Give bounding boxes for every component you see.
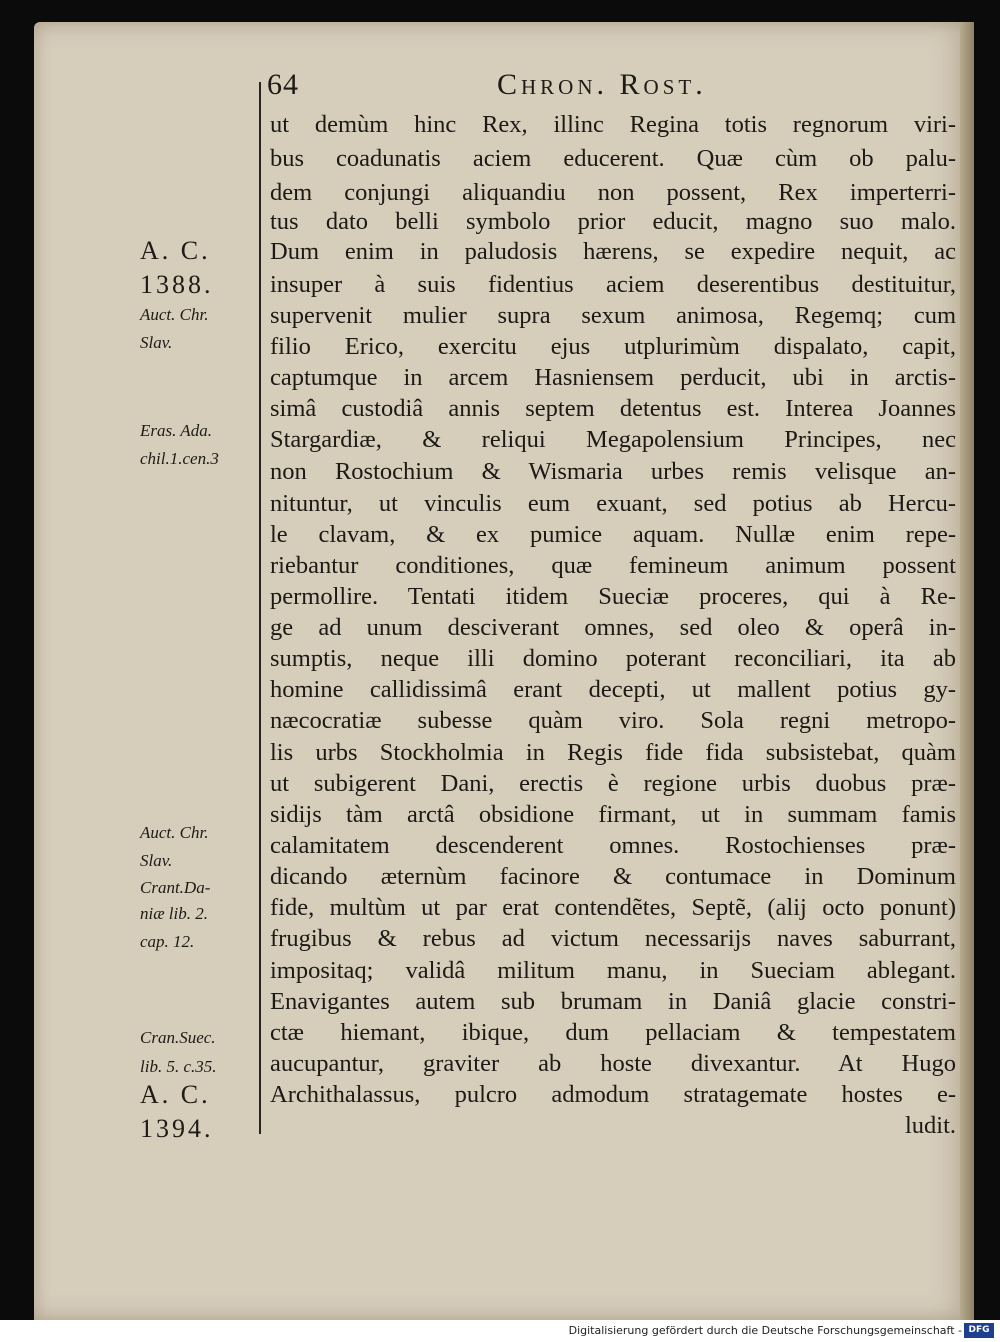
- text-line: homine callidissimâ erant decepti, ut mallent potius gy-: [270, 676, 956, 703]
- page-header: [267, 68, 967, 108]
- text-line: ctæ hiemant, ibique, dum pellaciam & tempestatem: [270, 1019, 956, 1046]
- text-line: dicando æternùm facinore & contumace in Dominum: [270, 863, 956, 890]
- text-line: næcocratiæ subesse quàm viro. Sola regni metropo-: [270, 707, 956, 734]
- text-line: ut demùm hinc Rex, illinc Regina totis regnorum viri-: [270, 111, 956, 138]
- text-line: calamitatem descenderent omnes. Rostochienses præ-: [270, 832, 956, 859]
- margin-note: Cran.Suec.: [140, 1028, 216, 1047]
- text-line: captumque in arcem Hasniensem perducit, ubi in arctis-: [270, 364, 956, 391]
- running-title: Chron. Rost.: [497, 68, 707, 101]
- text-line: sidijs tàm arctâ obsidione firmant, ut in summam famis: [270, 801, 956, 828]
- text-line: nituntur, ut vinculis eum exuant, sed potius ab Hercu-: [270, 490, 956, 517]
- margin-note: Crant.Da-: [140, 878, 211, 897]
- text-line: supervenit mulier supra sexum animosa, Regemq; cum: [270, 302, 956, 329]
- text-line: bus coadunatis aciem educerent. Quæ cùm ob palu-: [270, 145, 956, 172]
- text-line: frugibus & rebus ad victum necessarijs naves saburrant,: [270, 925, 956, 952]
- margin-note: lib. 5. c.35.: [140, 1057, 217, 1076]
- dfg-logo: DFG: [964, 1323, 994, 1338]
- margin-note: Slav.: [140, 333, 173, 352]
- margin-note: cap. 12.: [140, 932, 195, 951]
- text-line: dem conjungi aliquandiu non possent, Rex imperterri-: [270, 179, 956, 206]
- funding-credit: Digitalisierung gefördert durch die Deutsche Forschungsgemeinschaft -: [568, 1324, 962, 1337]
- text-line: aucupantur, graviter ab hoste divexantur. At Hugo: [270, 1050, 956, 1077]
- text-line: Enavigantes autem sub brumam in Daniâ glacie constri-: [270, 988, 956, 1015]
- text-line: Stargardiæ, & reliqui Megapolensium Principes, nec: [270, 426, 956, 453]
- margin-note: Eras. Ada.: [140, 421, 212, 440]
- margin-note: 1394.: [140, 1114, 214, 1143]
- text-line: ut subigerent Dani, erectis è regione urbis duobus præ-: [270, 770, 956, 797]
- text-line: simâ custodiâ annis septem detentus est. Interea Joannes: [270, 395, 956, 422]
- text-line: filio Erico, exercitu ejus utplurimùm dispalato, capit,: [270, 333, 956, 360]
- margin-note: 1388.: [140, 270, 214, 299]
- margin-note: Auct. Chr.: [140, 823, 209, 842]
- page-edge: [960, 22, 974, 1320]
- text-line: ludit.: [904, 1112, 956, 1139]
- text-line: tus dato belli symbolo prior educit, magno suo malo.: [270, 208, 956, 235]
- text-line: non Rostochium & Wismaria urbes remis velisque an-: [270, 458, 956, 485]
- text-line: sumptis, neque illi domino poterant reconciliari, ita ab: [270, 645, 956, 672]
- text-line: Dum enim in paludosis hærens, se expedire nequit, ac: [270, 238, 956, 265]
- text-line: riebantur conditiones, quæ femineum animum possent: [270, 552, 956, 579]
- margin-note: Slav.: [140, 851, 173, 870]
- text-line: insuper à suis fidentius aciem deserentibus destituitur,: [270, 271, 956, 298]
- text-line: lis urbs Stockholmia in Regis fide fida subsistebat, quàm: [270, 739, 956, 766]
- text-line: fide, multùm ut par erat contendẽtes, Septẽ, (alij octo ponunt): [270, 894, 956, 921]
- margin-note: niæ lib. 2.: [140, 904, 209, 923]
- text-line: ge ad unum desciverant omnes, sed oleo & operâ in-: [270, 614, 956, 641]
- text-line: le clavam, & ex pumice aquam. Nullæ enim repe-: [270, 521, 956, 548]
- margin-note: chil.1.cen.3: [140, 449, 219, 468]
- text-line: Archithalassus, pulcro admodum stratagemate hostes e-: [270, 1081, 956, 1108]
- margin-note: A. C.: [140, 236, 211, 265]
- text-line: impositaq; validâ militum manu, in Sueciam ablegant.: [270, 957, 956, 984]
- page-number: 64: [267, 68, 299, 101]
- margin-rule: [259, 82, 261, 1134]
- margin-note: Auct. Chr.: [140, 305, 209, 324]
- text-line: permollire. Tentati itidem Sueciæ proceres, qui à Re-: [270, 583, 956, 610]
- footer-bar: [0, 1320, 1000, 1342]
- margin-note: A. C.: [140, 1080, 211, 1109]
